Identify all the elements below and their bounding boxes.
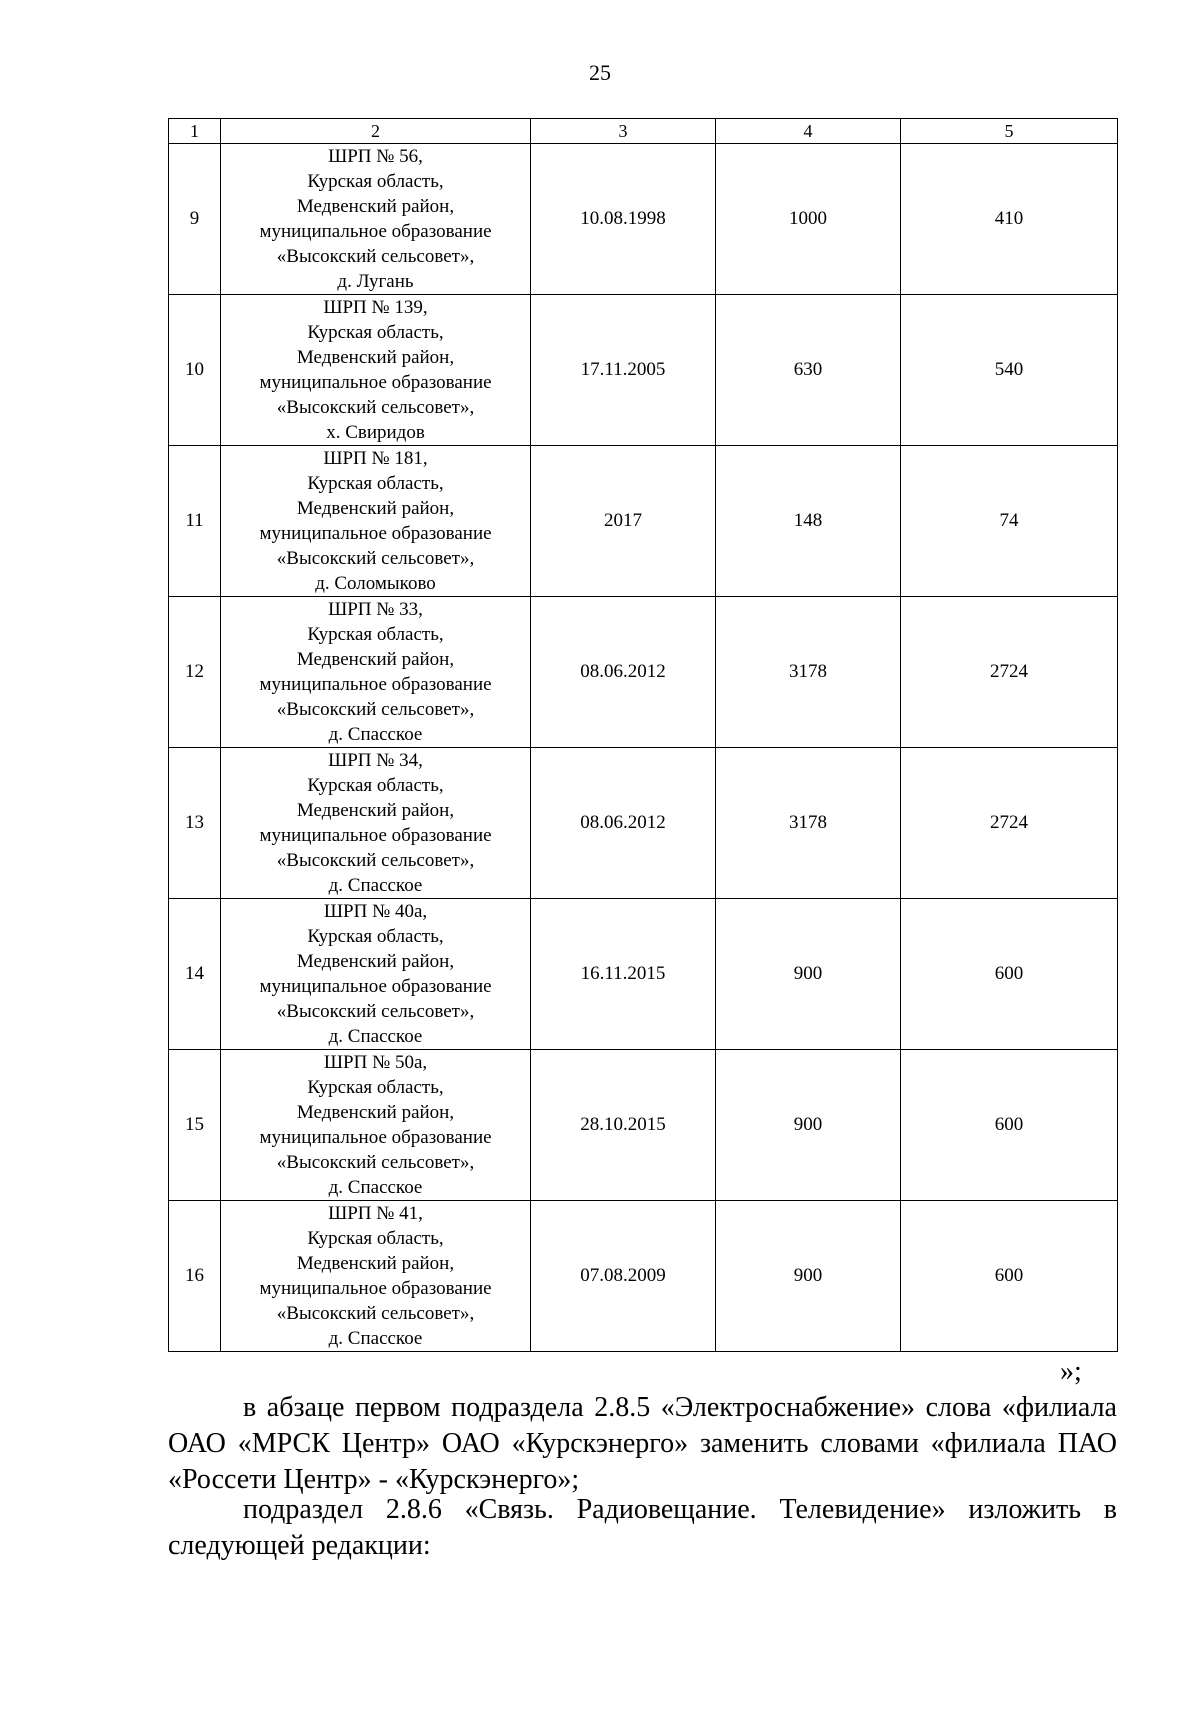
date-cell: 10.08.1998: [531, 144, 716, 295]
address-line: Медвенский район,: [296, 1102, 455, 1123]
address-cell: [221, 597, 531, 748]
table-row: [169, 446, 1118, 597]
address-cell: [221, 1050, 531, 1201]
column-4-cell: 1000: [716, 144, 901, 295]
address-line: муниципальное образование: [259, 372, 492, 393]
address-line: муниципальное образование: [259, 674, 492, 695]
column-5-cell: 74: [901, 446, 1118, 597]
address-line: Курская область,: [307, 1077, 444, 1098]
table-row: [169, 748, 1118, 899]
address-line: Медвенский район,: [296, 347, 455, 368]
address-line: «Высокский сельсовет»,: [276, 1001, 475, 1022]
address-line: Курская область,: [307, 775, 444, 796]
paragraph-communication-amendment: подраздел 2.8.6 «Связь. Радиовещание. Телевидение» изложить в следующей редакции:: [168, 1494, 1117, 1561]
address-line: ШРП № 40а,: [323, 901, 428, 922]
column-5-cell: 410: [901, 144, 1118, 295]
date-cell: 08.06.2012: [531, 597, 716, 748]
address-line: «Высокский сельсовет»,: [276, 1303, 475, 1324]
address-line: Медвенский район,: [296, 196, 455, 217]
address-cell: [221, 295, 531, 446]
address-line: д. Спасское: [328, 875, 423, 896]
column-5-cell: 2724: [901, 597, 1118, 748]
registry-table: [168, 118, 1118, 1352]
address-line: д. Соломыково: [315, 573, 436, 594]
paragraph-electricity-amendment: в абзаце первом подраздела 2.8.5 «Электроснабжение» слова «филиала ОАО «МРСК Центр» ОАО «Курскэнерго» заменить словами «филиала ПАО «Россети Центр» - «Курскэнерго»;: [168, 1392, 1117, 1495]
date-cell: 17.11.2005: [531, 295, 716, 446]
table-row: [169, 1050, 1118, 1201]
address-line: «Высокский сельсовет»,: [276, 397, 475, 418]
address-line: д. Лугань: [337, 271, 414, 292]
column-4-cell: 900: [716, 1201, 901, 1352]
address-line: Курская область,: [307, 624, 444, 645]
address-line: «Высокский сельсовет»,: [276, 699, 475, 720]
address-line: «Высокский сельсовет»,: [276, 548, 475, 569]
row-number-cell: 12: [169, 597, 221, 748]
column-5-cell: 600: [901, 1201, 1118, 1352]
address-line: муниципальное образование: [259, 523, 492, 544]
table-row: [169, 899, 1118, 1050]
address-line: Курская область,: [307, 171, 444, 192]
address-line: ШРП № 50а,: [323, 1052, 428, 1073]
date-cell: 2017: [531, 446, 716, 597]
row-number-cell: 14: [169, 899, 221, 1050]
address-line: х. Свиридов: [326, 422, 425, 443]
address-line: Медвенский район,: [296, 951, 455, 972]
address-line: д. Спасское: [328, 1177, 423, 1198]
table-row: [169, 144, 1118, 295]
address-line: Медвенский район,: [296, 649, 455, 670]
column-5-cell: 2724: [901, 748, 1118, 899]
column-4-cell: 900: [716, 899, 901, 1050]
address-line: ШРП № 56,: [328, 146, 423, 167]
date-cell: 16.11.2015: [531, 899, 716, 1050]
table-header-row: [169, 119, 1118, 144]
address-line: д. Спасское: [328, 1026, 423, 1047]
row-number-cell: 11: [169, 446, 221, 597]
table-body: [169, 144, 1118, 1352]
address-line: д. Спасское: [328, 1328, 423, 1349]
date-cell: 28.10.2015: [531, 1050, 716, 1201]
address-line: ШРП № 139,: [323, 297, 428, 318]
address-line: Медвенский район,: [296, 1253, 455, 1274]
address-line: Медвенский район,: [296, 800, 455, 821]
closing-quote: »;: [1060, 1356, 1082, 1387]
row-number-cell: 13: [169, 748, 221, 899]
date-cell: 07.08.2009: [531, 1201, 716, 1352]
address-line: муниципальное образование: [259, 1278, 492, 1299]
address-line: Медвенский район,: [296, 498, 455, 519]
column-4-cell: 900: [716, 1050, 901, 1201]
table-row: [169, 597, 1118, 748]
address-cell: [221, 446, 531, 597]
address-cell: [221, 748, 531, 899]
column-header-3: 3: [531, 119, 716, 144]
address-line: муниципальное образование: [259, 1127, 492, 1148]
column-header-5: 5: [901, 119, 1118, 144]
address-line: ШРП № 33,: [328, 599, 423, 620]
address-cell: [221, 144, 531, 295]
address-line: муниципальное образование: [259, 825, 492, 846]
address-cell: [221, 1201, 531, 1352]
address-line: ШРП № 41,: [328, 1203, 423, 1224]
column-5-cell: 600: [901, 899, 1118, 1050]
column-header-1: 1: [169, 119, 221, 144]
table-row: [169, 295, 1118, 446]
row-number-cell: 9: [169, 144, 221, 295]
table-row: [169, 1201, 1118, 1352]
address-line: д. Спасское: [328, 724, 423, 745]
address-line: Курская область,: [307, 473, 444, 494]
address-cell: [221, 899, 531, 1050]
address-line: «Высокский сельсовет»,: [276, 246, 475, 267]
address-line: Курская область,: [307, 322, 444, 343]
column-5-cell: 600: [901, 1050, 1118, 1201]
address-line: «Высокский сельсовет»,: [276, 1152, 475, 1173]
address-line: Курская область,: [307, 1228, 444, 1249]
address-line: Курская область,: [307, 926, 444, 947]
column-4-cell: 148: [716, 446, 901, 597]
row-number-cell: 15: [169, 1050, 221, 1201]
address-line: «Высокский сельсовет»,: [276, 850, 475, 871]
row-number-cell: 16: [169, 1201, 221, 1352]
column-header-4: 4: [716, 119, 901, 144]
page-number: 25: [589, 60, 611, 85]
row-number-cell: 10: [169, 295, 221, 446]
address-line: муниципальное образование: [259, 976, 492, 997]
address-line: муниципальное образование: [259, 221, 492, 242]
address-line: ШРП № 181,: [323, 448, 428, 469]
column-header-2: 2: [221, 119, 531, 144]
column-4-cell: 3178: [716, 748, 901, 899]
column-4-cell: 3178: [716, 597, 901, 748]
date-cell: 08.06.2012: [531, 748, 716, 899]
address-line: ШРП № 34,: [328, 750, 423, 771]
column-4-cell: 630: [716, 295, 901, 446]
column-5-cell: 540: [901, 295, 1118, 446]
